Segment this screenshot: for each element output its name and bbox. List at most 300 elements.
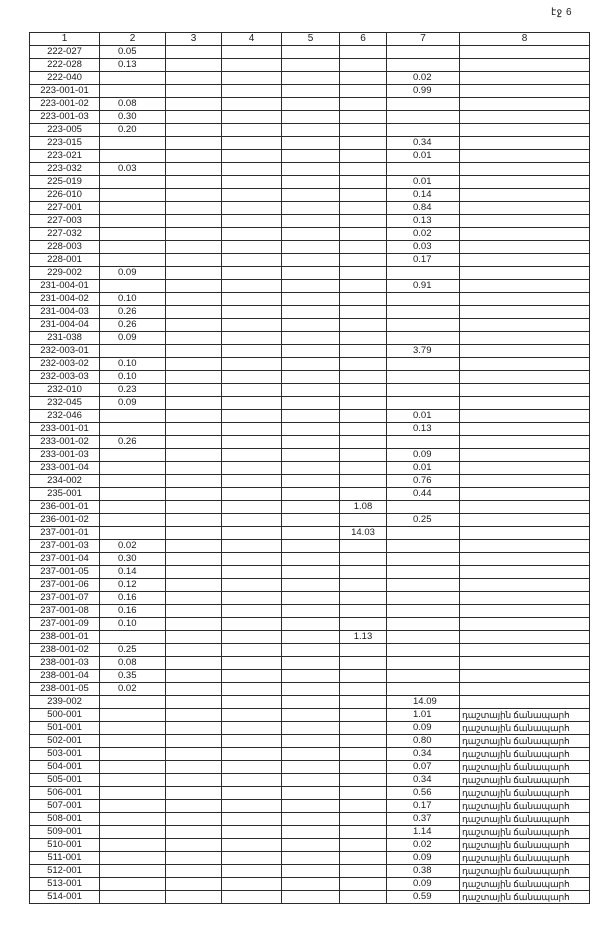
column-5-cell [282, 267, 340, 280]
parcel-code-cell: 237-001-05 [30, 566, 100, 579]
column-2-cell [100, 696, 166, 709]
column-3-cell [166, 436, 222, 449]
table-row [30, 839, 590, 852]
column-7-cell: 0.17 [387, 800, 460, 813]
column-6-cell [340, 384, 387, 397]
table-row [30, 358, 590, 371]
column-7-cell: 1.01 [387, 709, 460, 722]
column-5-cell [282, 553, 340, 566]
column-7-cell: 0.44 [387, 488, 460, 501]
table-row [30, 59, 590, 72]
land-use-cell [460, 345, 590, 358]
column-4-cell [222, 839, 282, 852]
column-5-cell [282, 384, 340, 397]
table-row [30, 280, 590, 293]
column-7-cell: 0.59 [387, 891, 460, 904]
column-2-cell: 0.10 [100, 618, 166, 631]
column-3-cell [166, 800, 222, 813]
column-4-cell [222, 124, 282, 137]
column-2-cell: 0.16 [100, 592, 166, 605]
column-6-cell [340, 852, 387, 865]
column-2-cell [100, 202, 166, 215]
land-use-cell [460, 124, 590, 137]
column-6-cell [340, 371, 387, 384]
column-3-cell [166, 410, 222, 423]
parcel-code-cell: 223-032 [30, 163, 100, 176]
table-row [30, 774, 590, 787]
land-use-cell [460, 488, 590, 501]
column-3-cell [166, 423, 222, 436]
column-6-cell [340, 254, 387, 267]
parcel-code-cell: 223-005 [30, 124, 100, 137]
column-6-cell [340, 878, 387, 891]
column-2-cell: 0.23 [100, 384, 166, 397]
column-2-cell [100, 137, 166, 150]
column-7-cell: 0.09 [387, 722, 460, 735]
table-row [30, 410, 590, 423]
parcel-code-cell: 510-001 [30, 839, 100, 852]
land-use-cell [460, 72, 590, 85]
column-7-cell: 0.09 [387, 878, 460, 891]
table-row [30, 657, 590, 670]
column-5-cell [282, 696, 340, 709]
column-7-cell [387, 605, 460, 618]
column-3-cell [166, 319, 222, 332]
column-4-cell [222, 813, 282, 826]
column-5-cell [282, 813, 340, 826]
land-use-cell [460, 150, 590, 163]
column-7-cell [387, 332, 460, 345]
column-3-cell [166, 514, 222, 527]
land-use-cell [460, 592, 590, 605]
land-use-cell: դաշտային ճանապարհ [460, 774, 590, 787]
column-header: 2 [100, 33, 166, 46]
column-6-cell [340, 358, 387, 371]
land-use-cell [460, 137, 590, 150]
column-5-cell [282, 657, 340, 670]
column-3-cell [166, 254, 222, 267]
parcel-code-cell: 237-001-08 [30, 605, 100, 618]
column-4-cell [222, 215, 282, 228]
column-4-cell [222, 579, 282, 592]
column-header: 3 [166, 33, 222, 46]
column-4-cell [222, 605, 282, 618]
parcel-code-cell: 227-003 [30, 215, 100, 228]
land-use-cell: դաշտային ճանապարհ [460, 748, 590, 761]
table-row [30, 189, 590, 202]
column-5-cell [282, 228, 340, 241]
parcel-code-cell: 232-046 [30, 410, 100, 423]
column-5-cell [282, 215, 340, 228]
column-5-cell [282, 852, 340, 865]
column-2-cell [100, 514, 166, 527]
column-3-cell [166, 111, 222, 124]
parcel-code-cell: 237-001-07 [30, 592, 100, 605]
parcel-code-cell: 511-001 [30, 852, 100, 865]
column-6-cell [340, 761, 387, 774]
column-5-cell [282, 891, 340, 904]
column-7-cell [387, 683, 460, 696]
table-row [30, 800, 590, 813]
parcel-code-cell: 237-001-01 [30, 527, 100, 540]
column-4-cell [222, 59, 282, 72]
column-4-cell [222, 787, 282, 800]
table-row [30, 579, 590, 592]
land-use-cell [460, 514, 590, 527]
land-use-cell [460, 436, 590, 449]
parcel-code-cell: 228-003 [30, 241, 100, 254]
table-row [30, 332, 590, 345]
table-row [30, 397, 590, 410]
column-7-cell [387, 384, 460, 397]
column-4-cell [222, 228, 282, 241]
parcel-code-cell: 223-021 [30, 150, 100, 163]
column-4-cell [222, 722, 282, 735]
column-3-cell [166, 150, 222, 163]
table-row [30, 85, 590, 98]
column-header: 6 [340, 33, 387, 46]
column-3-cell [166, 540, 222, 553]
column-6-cell [340, 787, 387, 800]
land-use-cell: դաշտային ճանապարհ [460, 813, 590, 826]
column-3-cell [166, 189, 222, 202]
column-3-cell [166, 98, 222, 111]
column-7-cell: 0.14 [387, 189, 460, 202]
column-7-cell: 0.37 [387, 813, 460, 826]
column-3-cell [166, 124, 222, 137]
land-use-cell [460, 46, 590, 59]
column-6-cell [340, 514, 387, 527]
column-5-cell [282, 605, 340, 618]
column-7-cell: 0.02 [387, 228, 460, 241]
column-7-cell [387, 540, 460, 553]
column-6-cell: 1.08 [340, 501, 387, 514]
table-row [30, 488, 590, 501]
table-row [30, 72, 590, 85]
column-3-cell [166, 488, 222, 501]
land-use-cell [460, 306, 590, 319]
column-3-cell [166, 683, 222, 696]
column-4-cell [222, 189, 282, 202]
column-4-cell [222, 306, 282, 319]
column-7-cell [387, 566, 460, 579]
table-row [30, 852, 590, 865]
column-5-cell [282, 839, 340, 852]
column-4-cell [222, 436, 282, 449]
column-4-cell [222, 852, 282, 865]
parcel-code-cell: 237-001-06 [30, 579, 100, 592]
column-5-cell [282, 254, 340, 267]
column-2-cell: 0.12 [100, 579, 166, 592]
land-use-cell [460, 332, 590, 345]
column-5-cell [282, 878, 340, 891]
parcel-code-cell: 232-003-03 [30, 371, 100, 384]
column-4-cell [222, 150, 282, 163]
column-5-cell [282, 397, 340, 410]
land-use-cell [460, 475, 590, 488]
data-table [29, 32, 590, 904]
column-4-cell [222, 241, 282, 254]
column-6-cell [340, 891, 387, 904]
table-row [30, 553, 590, 566]
table-body [30, 46, 590, 904]
column-2-cell [100, 813, 166, 826]
table-row [30, 631, 590, 644]
column-3-cell [166, 345, 222, 358]
column-3-cell [166, 241, 222, 254]
column-7-cell: 0.76 [387, 475, 460, 488]
column-2-cell: 0.13 [100, 59, 166, 72]
column-6-cell [340, 670, 387, 683]
parcel-code-cell: 508-001 [30, 813, 100, 826]
column-header: 4 [222, 33, 282, 46]
column-6-cell [340, 397, 387, 410]
column-header: 5 [282, 33, 340, 46]
column-4-cell [222, 449, 282, 462]
table-row [30, 111, 590, 124]
column-5-cell [282, 579, 340, 592]
land-use-cell: դաշտային ճանապարհ [460, 878, 590, 891]
table-row [30, 384, 590, 397]
column-2-cell [100, 241, 166, 254]
land-use-cell [460, 228, 590, 241]
land-use-cell [460, 644, 590, 657]
column-3-cell [166, 891, 222, 904]
parcel-code-cell: 225-019 [30, 176, 100, 189]
column-5-cell [282, 709, 340, 722]
parcel-code-cell: 504-001 [30, 761, 100, 774]
table-row [30, 787, 590, 800]
parcel-code-cell: 223-001-01 [30, 85, 100, 98]
column-7-cell: 0.38 [387, 865, 460, 878]
column-4-cell [222, 670, 282, 683]
land-use-cell [460, 423, 590, 436]
land-use-cell: դաշտային ճանապարհ [460, 761, 590, 774]
column-5-cell [282, 137, 340, 150]
column-2-cell: 0.35 [100, 670, 166, 683]
column-7-cell: 0.01 [387, 410, 460, 423]
column-2-cell [100, 215, 166, 228]
column-5-cell [282, 423, 340, 436]
column-3-cell [166, 306, 222, 319]
table-row [30, 345, 590, 358]
land-use-cell [460, 631, 590, 644]
column-2-cell [100, 150, 166, 163]
column-5-cell [282, 462, 340, 475]
column-2-cell [100, 254, 166, 267]
table-row [30, 514, 590, 527]
column-5-cell [282, 241, 340, 254]
parcel-code-cell: 232-003-01 [30, 345, 100, 358]
column-6-cell: 14.03 [340, 527, 387, 540]
land-use-cell [460, 397, 590, 410]
column-6-cell [340, 436, 387, 449]
column-7-cell: 0.13 [387, 215, 460, 228]
land-use-cell [460, 319, 590, 332]
parcel-code-cell: 231-038 [30, 332, 100, 345]
column-7-cell [387, 358, 460, 371]
parcel-code-cell: 513-001 [30, 878, 100, 891]
column-3-cell [166, 293, 222, 306]
table-row [30, 722, 590, 735]
table-row [30, 306, 590, 319]
column-3-cell [166, 631, 222, 644]
column-6-cell [340, 345, 387, 358]
land-use-cell [460, 579, 590, 592]
column-7-cell: 1.14 [387, 826, 460, 839]
column-5-cell [282, 566, 340, 579]
column-6-cell [340, 332, 387, 345]
parcel-code-cell: 238-001-04 [30, 670, 100, 683]
column-7-cell [387, 371, 460, 384]
column-7-cell [387, 501, 460, 514]
land-use-cell [460, 566, 590, 579]
column-3-cell [166, 748, 222, 761]
column-5-cell [282, 865, 340, 878]
column-3-cell [166, 501, 222, 514]
parcel-code-cell: 236-001-02 [30, 514, 100, 527]
column-6-cell [340, 735, 387, 748]
column-6-cell [340, 137, 387, 150]
column-4-cell [222, 683, 282, 696]
column-7-cell [387, 59, 460, 72]
column-3-cell [166, 137, 222, 150]
column-5-cell [282, 410, 340, 423]
land-use-cell [460, 267, 590, 280]
column-5-cell [282, 85, 340, 98]
column-2-cell [100, 488, 166, 501]
table-row [30, 449, 590, 462]
table-row [30, 98, 590, 111]
column-4-cell [222, 774, 282, 787]
column-5-cell [282, 774, 340, 787]
column-7-cell: 0.09 [387, 852, 460, 865]
column-2-cell [100, 189, 166, 202]
column-6-cell [340, 865, 387, 878]
column-header: 8 [460, 33, 590, 46]
column-2-cell: 0.14 [100, 566, 166, 579]
column-6-cell [340, 150, 387, 163]
column-3-cell [166, 579, 222, 592]
column-4-cell [222, 254, 282, 267]
column-6-cell [340, 241, 387, 254]
parcel-code-cell: 237-001-09 [30, 618, 100, 631]
parcel-code-cell: 233-001-03 [30, 449, 100, 462]
column-6-cell [340, 475, 387, 488]
column-5-cell [282, 72, 340, 85]
column-7-cell [387, 436, 460, 449]
column-3-cell [166, 865, 222, 878]
land-use-cell [460, 384, 590, 397]
column-4-cell [222, 709, 282, 722]
land-use-cell: դաշտային ճանապարհ [460, 735, 590, 748]
column-4-cell [222, 514, 282, 527]
land-use-cell: դաշտային ճանապարհ [460, 839, 590, 852]
column-6-cell [340, 267, 387, 280]
column-2-cell: 0.25 [100, 644, 166, 657]
column-5-cell [282, 800, 340, 813]
column-6-cell [340, 579, 387, 592]
land-use-cell: դաշտային ճանապարհ [460, 865, 590, 878]
column-6-cell [340, 124, 387, 137]
column-3-cell [166, 878, 222, 891]
table-row [30, 891, 590, 904]
column-6-cell [340, 839, 387, 852]
column-header: 1 [30, 33, 100, 46]
parcel-code-cell: 501-001 [30, 722, 100, 735]
column-5-cell [282, 345, 340, 358]
column-7-cell: 0.01 [387, 150, 460, 163]
column-3-cell [166, 852, 222, 865]
column-4-cell [222, 566, 282, 579]
column-4-cell [222, 85, 282, 98]
column-7-cell: 0.80 [387, 735, 460, 748]
parcel-code-cell: 500-001 [30, 709, 100, 722]
land-use-cell [460, 358, 590, 371]
column-4-cell [222, 878, 282, 891]
column-4-cell [222, 332, 282, 345]
column-5-cell [282, 826, 340, 839]
parcel-code-cell: 506-001 [30, 787, 100, 800]
column-7-cell: 0.02 [387, 72, 460, 85]
column-2-cell [100, 722, 166, 735]
column-6-cell [340, 748, 387, 761]
column-6-cell [340, 306, 387, 319]
column-7-cell [387, 293, 460, 306]
column-2-cell: 0.20 [100, 124, 166, 137]
column-2-cell: 0.10 [100, 293, 166, 306]
column-7-cell [387, 306, 460, 319]
column-4-cell [222, 644, 282, 657]
column-4-cell [222, 371, 282, 384]
column-6-cell [340, 111, 387, 124]
parcel-code-cell: 509-001 [30, 826, 100, 839]
column-6-cell [340, 293, 387, 306]
land-use-cell [460, 98, 590, 111]
land-use-cell [460, 410, 590, 423]
table-row [30, 618, 590, 631]
column-5-cell [282, 202, 340, 215]
column-5-cell [282, 150, 340, 163]
column-2-cell [100, 527, 166, 540]
column-6-cell [340, 683, 387, 696]
column-5-cell [282, 735, 340, 748]
land-use-cell [460, 657, 590, 670]
table-row [30, 176, 590, 189]
column-4-cell [222, 800, 282, 813]
column-6-cell [340, 540, 387, 553]
column-2-cell [100, 748, 166, 761]
column-4-cell [222, 891, 282, 904]
column-2-cell [100, 709, 166, 722]
land-use-cell: դաշտային ճանապարհ [460, 787, 590, 800]
land-use-cell [460, 462, 590, 475]
column-6-cell [340, 319, 387, 332]
column-2-cell [100, 839, 166, 852]
column-6-cell [340, 618, 387, 631]
table-row [30, 501, 590, 514]
column-4-cell [222, 631, 282, 644]
column-4-cell [222, 163, 282, 176]
column-4-cell [222, 98, 282, 111]
column-6-cell [340, 228, 387, 241]
column-6-cell [340, 449, 387, 462]
column-4-cell [222, 280, 282, 293]
parcel-code-cell: 232-045 [30, 397, 100, 410]
land-use-cell [460, 111, 590, 124]
parcel-code-cell: 237-001-03 [30, 540, 100, 553]
column-6-cell [340, 605, 387, 618]
